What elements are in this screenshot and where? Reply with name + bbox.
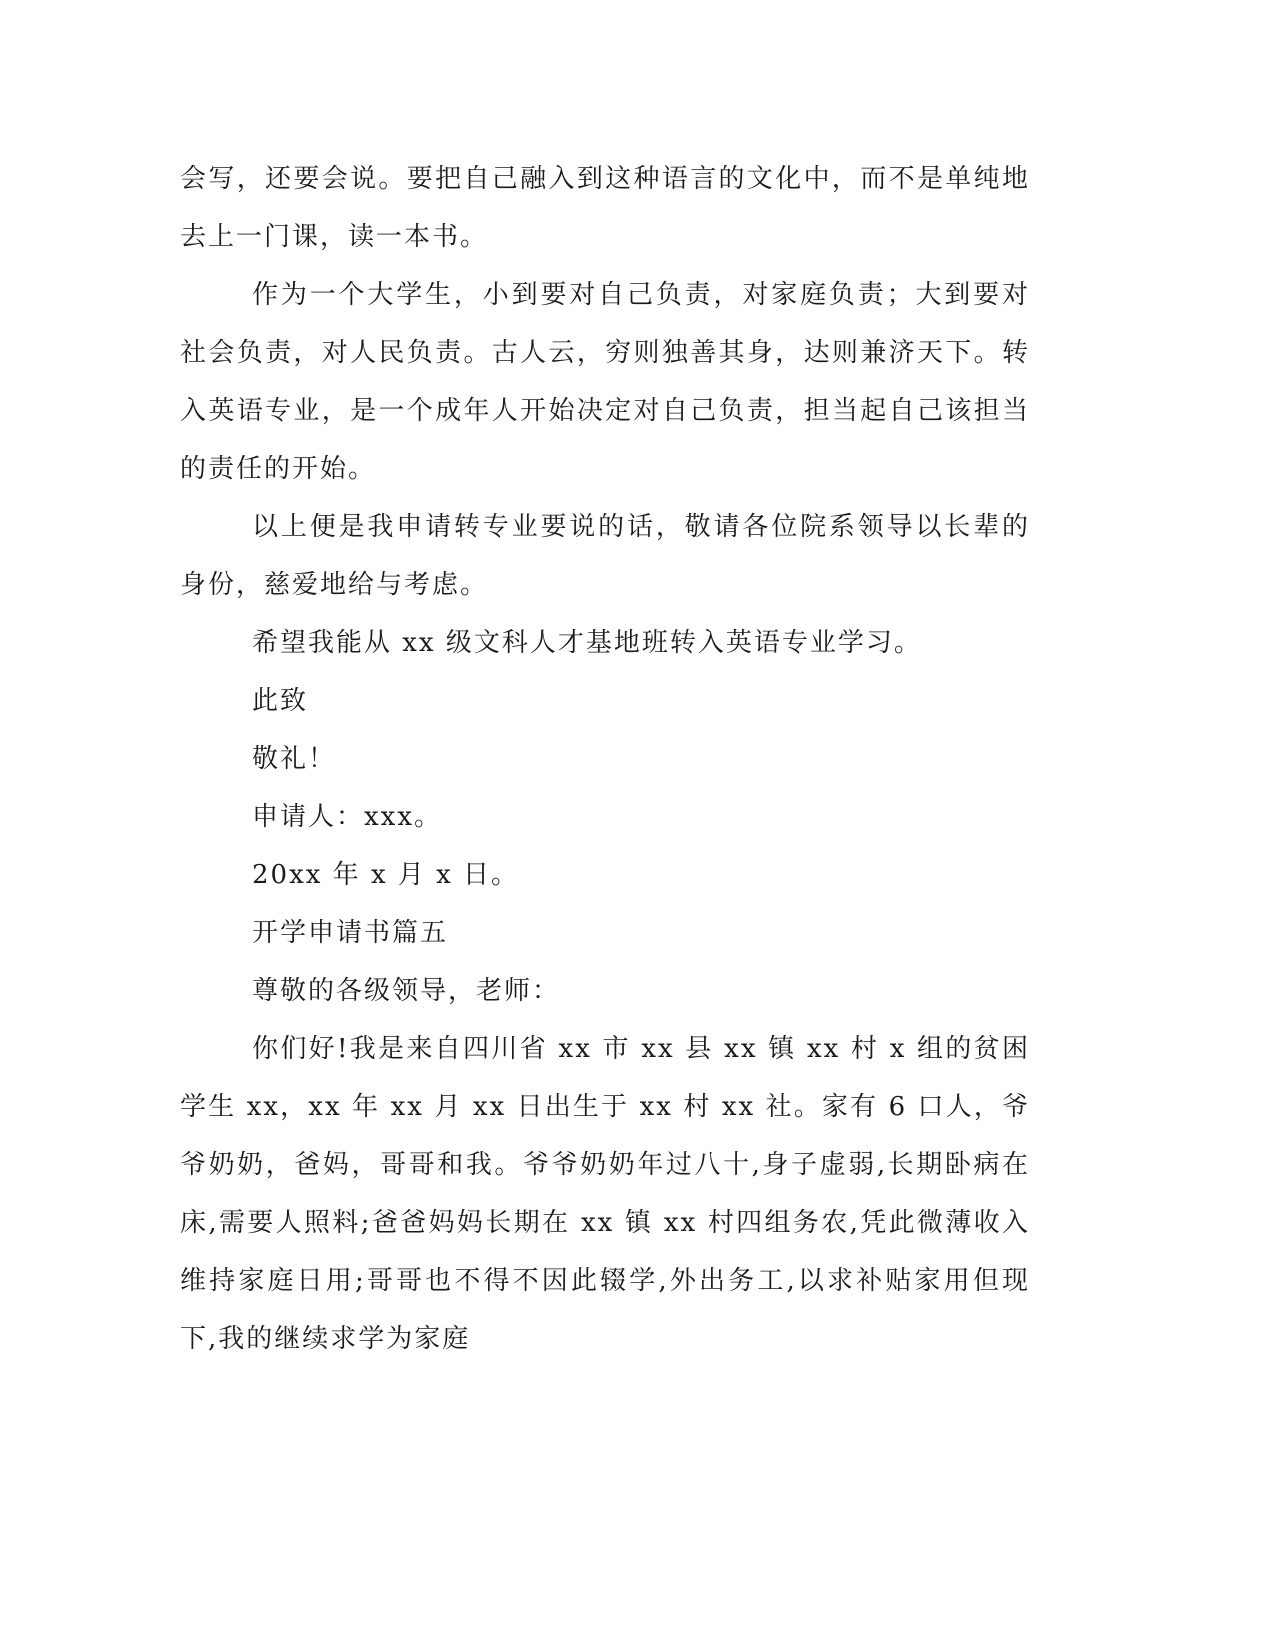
paragraph-transfer-wish: 希望我能从 xx 级文科人才基地班转入英语专业学习。 [252, 628, 922, 658]
greeting: 尊敬的各级领导，老师： [252, 976, 561, 1006]
closing-respect: 敬礼！ [252, 744, 337, 774]
paragraph-request-consideration: 以上便是我申请转专业要说的话，敬请各位院系领导以长辈的身份，慈爱地给与考虑。 [180, 512, 1030, 600]
applicant-name: 申请人：xxx。 [252, 802, 442, 832]
paragraph-student-background: 你们好!我是来自四川省 xx 市 xx 县 xx 镇 xx 村 x 组的贫困学生 xx，xx 年 xx 月 xx 日出生于 xx 村 xx 社。家有 6 口人，爷爷奶奶，爸妈，哥哥和我。爷爷奶奶年过八十,身子虚弱,长期卧病在床,需要人照料;爸爸妈妈长期在 xx 镇 xx 村四组务农,凭此微薄收入维持家庭日用;哥哥也不得不因此辍学,外出务工,以求补贴家用但现下,我的继续求学为家庭 [180, 1034, 1030, 1354]
closing-salutation: 此致 [252, 686, 309, 716]
paragraph-language-culture: 会写，还要会说。要把自己融入到这种语言的文化中，而不是单纯地去上一门课，读一本书。 [180, 164, 1030, 252]
section-heading: 开学申请书篇五 [252, 918, 449, 948]
paragraph-responsibility: 作为一个大学生，小到要对自己负责，对家庭负责；大到要对社会负责，对人民负责。古人云，穷则独善其身，达则兼济天下。转入英语专业，是一个成年人开始决定对自己负责，担当起自己该担当的责任的开始。 [180, 280, 1030, 484]
application-date: 20xx 年 x 月 x 日。 [252, 860, 520, 890]
document-body [180, 150, 1030, 1368]
